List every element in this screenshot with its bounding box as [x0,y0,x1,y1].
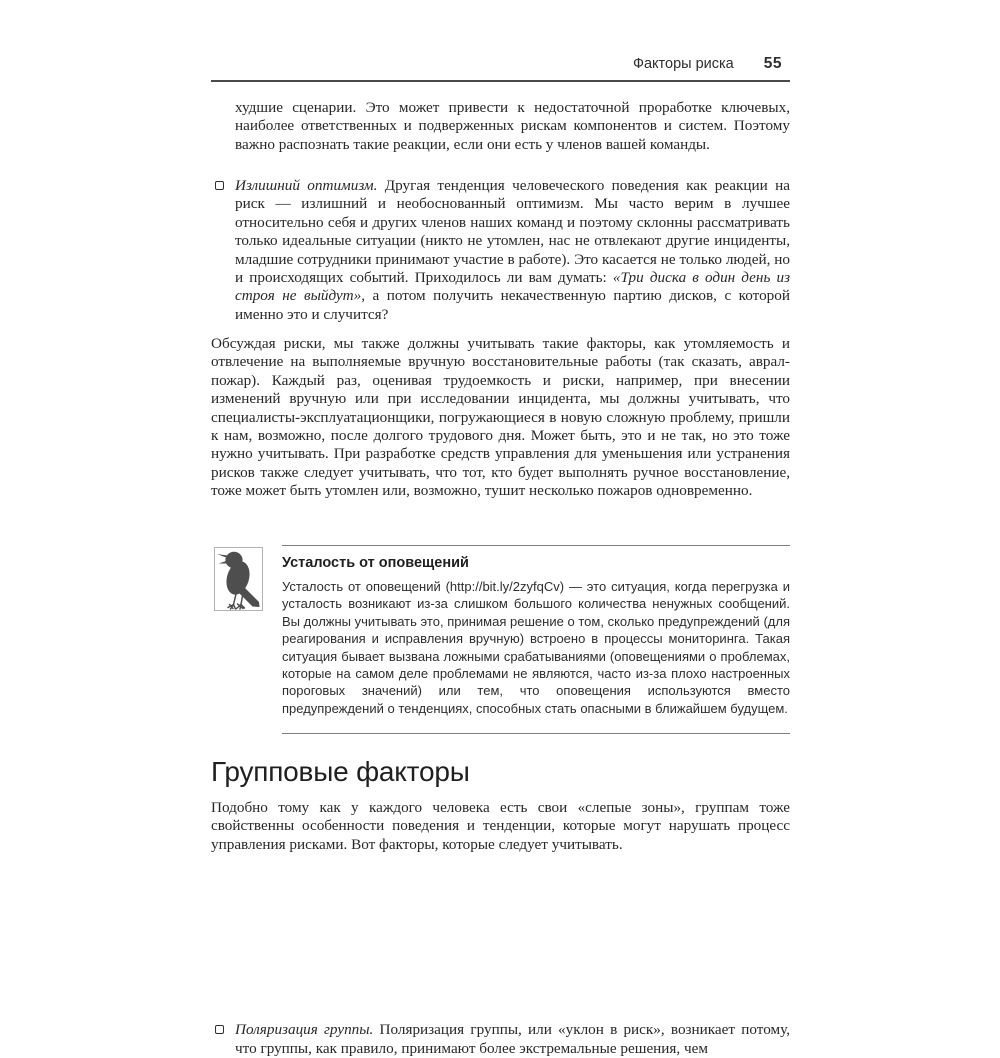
bullet-polarization [211,1021,790,1058]
bullet-text-tail: , а потом получить некачественную партию дисков, с которой именно это и случится? [235,287,790,323]
note-title: Усталость от оповещений [282,555,469,571]
bullet-square-icon [215,181,224,190]
raven-icon [214,547,263,611]
bullet-lead: Излишний оптимизм. [235,177,378,194]
paragraph-fatigue: Обсуждая риски, мы также должны учитывать такие факторы, как утомляемость и отвлечение на выполняемые вручную восстановительные работы (так сказать, аврал-пожар). Каждый раз, оценивая трудоемкость и риски, например, при внесении изменений вручную или при исследовании инцидента, мы должны учитывать, что специалисты-эксплуатационщики, погружающиеся в новую сложную проблему, пришли к нам, возможно, после долгого трудового дня. Может быть, это и не так, но это тоже нужно учитывать. При разработке средств управления для уменьшения или устранения рисков также следует учитывать, что тот, кто будет выполнять ручное восстановление, тоже может быть утомлен или, возможно, тушит несколько пожаров одновременно. [211,335,790,500]
note-bottom-rule [282,733,790,734]
bullet-text: Другая тенденция человеческого поведения как реакции на риск — излишний и необоснованный оптимизм. Мы часто верим в лучшее относительно себя и других членов наших команд и поэтому склонны рассматривать только идеальные ситуации (никто не утомлен, нас не отвлекают другие инциденты, младшие сотрудники принимают участие в работе). Это касается не только людей, но и происходящих событий. Приходилось ли вам думать: [235,177,790,287]
paragraph-groups-intro: Подобно тому как у каждого человека есть свои «слепые зоны», группам тоже свойственны особенности поведения и тенденции, которые могут нарушать процесс управления рисками. Вот факторы, которые следует учитывать. [211,799,790,853]
bullet-square-icon [215,1025,224,1034]
running-title: Факторы риска [632,56,734,72]
bullet-text: Поляризация группы, или «уклон в риск», возникает потому, что группы, как правило, принимают более экстремальные решения, чем [235,1021,790,1057]
header-rule [211,80,790,82]
bullet-lead: Поляризация группы. [235,1021,374,1039]
inline-quote: «Три диска в один день из строя не выйдут» [235,269,790,305]
paragraph-continuation: худшие сценарии. Это может привести к недостаточной проработке ключевых, наиболее ответственных и подверженных рискам компонентов и систем. Поэтому важно распознать такие реакции, если они есть у членов вашей команды. [235,99,790,153]
note-content [282,545,790,717]
note-top-rule [282,545,790,546]
note-box [211,545,790,741]
section-heading: Групповые факторы [211,756,470,787]
page-number: 55 [763,55,782,72]
note-body: Усталость от оповещений (http://bit.ly/2zyfqCv) — это ситуация, когда перегрузка и усталость возникают из-за слишком большого количества ненужных сообщений. Вы должны учитывать это, принимая решение о том, сколько предупреждений (для реагирования и исправления вручную) встроено в процессы мониторинга. Такая ситуация бывает вызвана ложными срабатываниями (оповещениями о проблемах, которые на самом деле проблемами не являются, часто из-за плохо настроенных пороговых значений) или тем, что оповещения используются вместо предупреждений о тенденциях, способных стать опасными в ближайшем будущем. [282,579,790,716]
page-header [211,55,790,77]
bullet-optimism [211,177,790,324]
